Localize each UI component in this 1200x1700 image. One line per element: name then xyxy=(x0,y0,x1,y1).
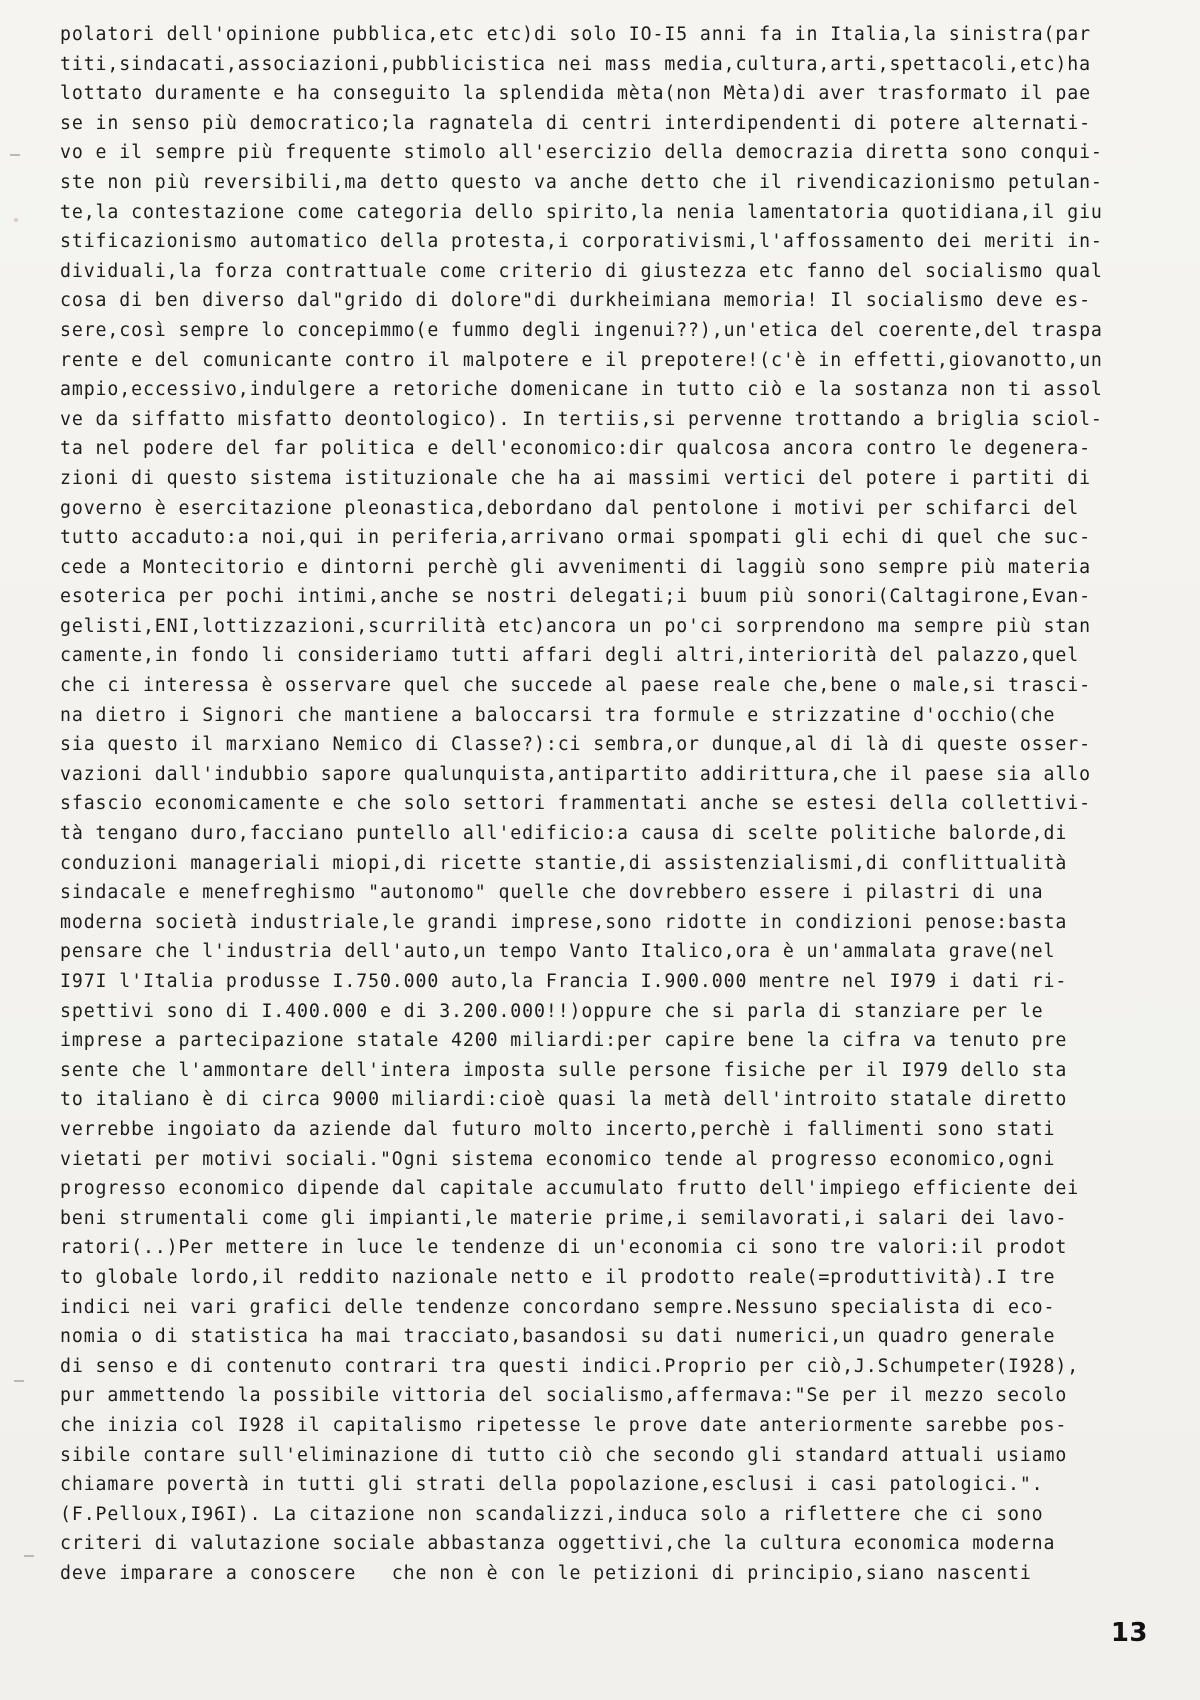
text-line: moderna società industriale,le grandi imprese,sono ridotte in condizioni penose:basta xyxy=(60,911,1068,933)
text-line: sfascio economicamente e che solo settori frammentati anche se estesi della collettivi- xyxy=(60,793,1091,815)
text-line: ratori(..)Per mettere in luce le tendenze di un'economia ci sono tre valori:il prodot xyxy=(60,1237,1068,1259)
text-line: deve imparare a conoscere che non è con le petizioni di principio,siano nascenti xyxy=(60,1562,1032,1584)
text-line: vazioni dall'indubbio sapore qualunquista,antipartito addirittura,che il paese sia allo xyxy=(60,763,1091,785)
text-line: cede a Montecitorio e dintorni perchè gli avvenimenti di laggiù sono sempre più materia xyxy=(60,556,1091,578)
text-line: vietati per motivi sociali."Ogni sistema economico tende al progresso economico,ogni xyxy=(60,1148,1056,1170)
text-line: conduzioni manageriali miopi,di ricette stantie,di assistenzialismi,di conflittualità xyxy=(60,852,1068,874)
text-line: stificazionismo automatico della protesta,i corporativismi,l'affossamento dei meriti in- xyxy=(60,231,1103,253)
text-line: to globale lordo,il reddito nazionale netto e il prodotto reale(=produttività).I tre xyxy=(60,1266,1056,1288)
text-line: tutto accaduto:a noi,qui in periferia,arrivano ormai spompati gli echi di quel che suc- xyxy=(60,527,1091,549)
text-line: ste non più reversibili,ma detto questo va anche detto che il rivendicazionismo petulan- xyxy=(60,171,1103,193)
text-line: te,la contestazione come categoria dello spirito,la nenia lamentatoria quotidiana,il giu xyxy=(60,201,1103,223)
text-line: imprese a partecipazione statale 4200 miliardi:per capire bene la cifra va tenuto pre xyxy=(60,1030,1068,1052)
text-line: gelisti,ENI,lottizzazioni,scurrilità etc)ancora un po'ci sorprendono ma sempre più stan xyxy=(60,615,1091,637)
text-line: ta nel podere del far politica e dell'economico:dir qualcosa ancora contro le degenera- xyxy=(60,438,1091,460)
text-line: sere,così sempre lo concepimmo(e fummo degli ingenui??),un'etica del coerente,del traspa xyxy=(60,319,1103,341)
text-line: sindacale e menefreghismo "autonomo" quelle che dovrebbero essere i pilastri di una xyxy=(60,882,1044,904)
text-line: beni strumentali come gli impianti,le materie prime,i semilavorati,i salari dei lavo- xyxy=(60,1207,1068,1229)
typewritten-body-text xyxy=(60,20,1170,1588)
text-line: rente e del comunicante contro il malpotere e il prepotere!(c'è in effetti,giovanotto,un xyxy=(60,349,1103,371)
text-line: di senso e di contenuto contrari tra questi indici.Proprio per ciò,J.Schumpeter(I928), xyxy=(60,1355,1080,1377)
text-line: ve da siffatto misfatto deontologico). In tertiis,si pervenne trottando a briglia sciol- xyxy=(60,408,1103,430)
text-line: zioni di questo sistema istituzionale che ha ai massimi vertici del potere i partiti di xyxy=(60,467,1091,489)
paper-speck xyxy=(14,218,18,222)
text-line: cosa di ben diverso dal"grido di dolore"di durkheimiana memoria! Il socialismo deve es- xyxy=(60,290,1091,312)
text-line: titi,sindacati,associazioni,pubblicistica nei mass media,cultura,arti,spettacoli,etc)ha xyxy=(60,53,1091,75)
margin-mark xyxy=(10,154,20,156)
text-line: pur ammettendo la possibile vittoria del socialismo,affermava:"Se per il mezzo secolo xyxy=(60,1385,1068,1407)
text-line: governo è esercitazione pleonastica,debordano dal pentolone i motivi per schifarci del xyxy=(60,497,1080,519)
text-line: na dietro i Signori che mantiene a baloccarsi tra formule e strizzatine d'occhio(che xyxy=(60,704,1056,726)
text-line: criteri di valutazione sociale abbastanza oggettivi,che la cultura economica moderna xyxy=(60,1533,1056,1555)
text-line: sente che l'ammontare dell'intera imposta sulle persone fisiche per il I979 dello sta xyxy=(60,1059,1068,1081)
margin-mark xyxy=(24,1555,34,1557)
text-line: camente,in fondo li consideriamo tutti affari degli altri,interiorità del palazzo,quel xyxy=(60,645,1080,667)
text-line: I97I l'Italia produsse I.750.000 auto,la Francia I.900.000 mentre nel I979 i dati ri- xyxy=(60,971,1068,992)
text-line: che ci interessa è osservare quel che succede al paese reale che,bene o male,si trasci- xyxy=(60,675,1091,697)
text-line: progresso economico dipende dal capitale accumulato frutto dell'impiego efficiente dei xyxy=(60,1178,1080,1200)
text-line: spettivi sono di I.400.000 e di 3.200.000!!)oppure che si parla di stanziare per le xyxy=(60,1000,1044,1022)
text-line: vo e il sempre più frequente stimolo all'esercizio della democrazia diretta sono conqui- xyxy=(60,142,1103,164)
text-line: sia questo il marxiano Nemico di Classe?):ci sembra,or dunque,al di là di queste osser- xyxy=(60,734,1091,756)
text-line: esoterica per pochi intimi,anche se nostri delegati;i buum più sonori(Caltagirone,Evan- xyxy=(60,586,1091,608)
text-line: se in senso più democratico;la ragnatela di centri interdipendenti di potere alternati- xyxy=(60,112,1091,134)
page-number: 13 xyxy=(1110,1618,1148,1648)
text-line: (F.Pelloux,I96I). La citazione non scandalizzi,induca solo a riflettere che ci sono xyxy=(60,1503,1044,1525)
text-line: chiamare povertà in tutti gli strati della popolazione,esclusi i casi patologici.". xyxy=(60,1474,1044,1496)
text-line: ampio,eccessivo,indulgere a retoriche domenicane in tutto ciò e la sostanza non ti assol xyxy=(60,379,1103,401)
text-line: lottato duramente e ha conseguito la splendida mèta(non Mèta)di aver trasformato il pae xyxy=(60,83,1091,105)
text-line: dividuali,la forza contrattuale come criterio di giustezza etc fanno del socialismo qual xyxy=(60,260,1103,282)
text-line: pensare che l'industria dell'auto,un tempo Vanto Italico,ora è un'ammalata grave(nel xyxy=(60,941,1056,963)
text-line: to italiano è di circa 9000 miliardi:cioè quasi la metà dell'introito statale diretto xyxy=(60,1089,1068,1111)
text-line: sibile contare sull'eliminazione di tutto ciò che secondo gli standard attuali usiamo xyxy=(60,1444,1068,1466)
text-line: verrebbe ingoiato da aziende dal futuro molto incerto,perchè i fallimenti sono stati xyxy=(60,1118,1056,1140)
text-line: polatori dell'opinione pubblica,etc etc)di solo IO-I5 anni fa in Italia,la sinistra(par xyxy=(60,24,1091,45)
text-line: tà tengano duro,facciano puntello all'edificio:a causa di scelte politiche balorde,di xyxy=(60,823,1068,845)
margin-mark xyxy=(14,1380,24,1382)
text-line: indici nei vari grafici delle tendenze concordano sempre.Nessuno specialista di eco- xyxy=(60,1296,1056,1318)
text-line: che inizia col I928 il capitalismo ripetesse le prove date anteriormente sarebbe pos- xyxy=(60,1414,1068,1436)
text-line: nomia o di statistica ha mai tracciato,basandosi su dati numerici,un quadro generale xyxy=(60,1326,1056,1348)
